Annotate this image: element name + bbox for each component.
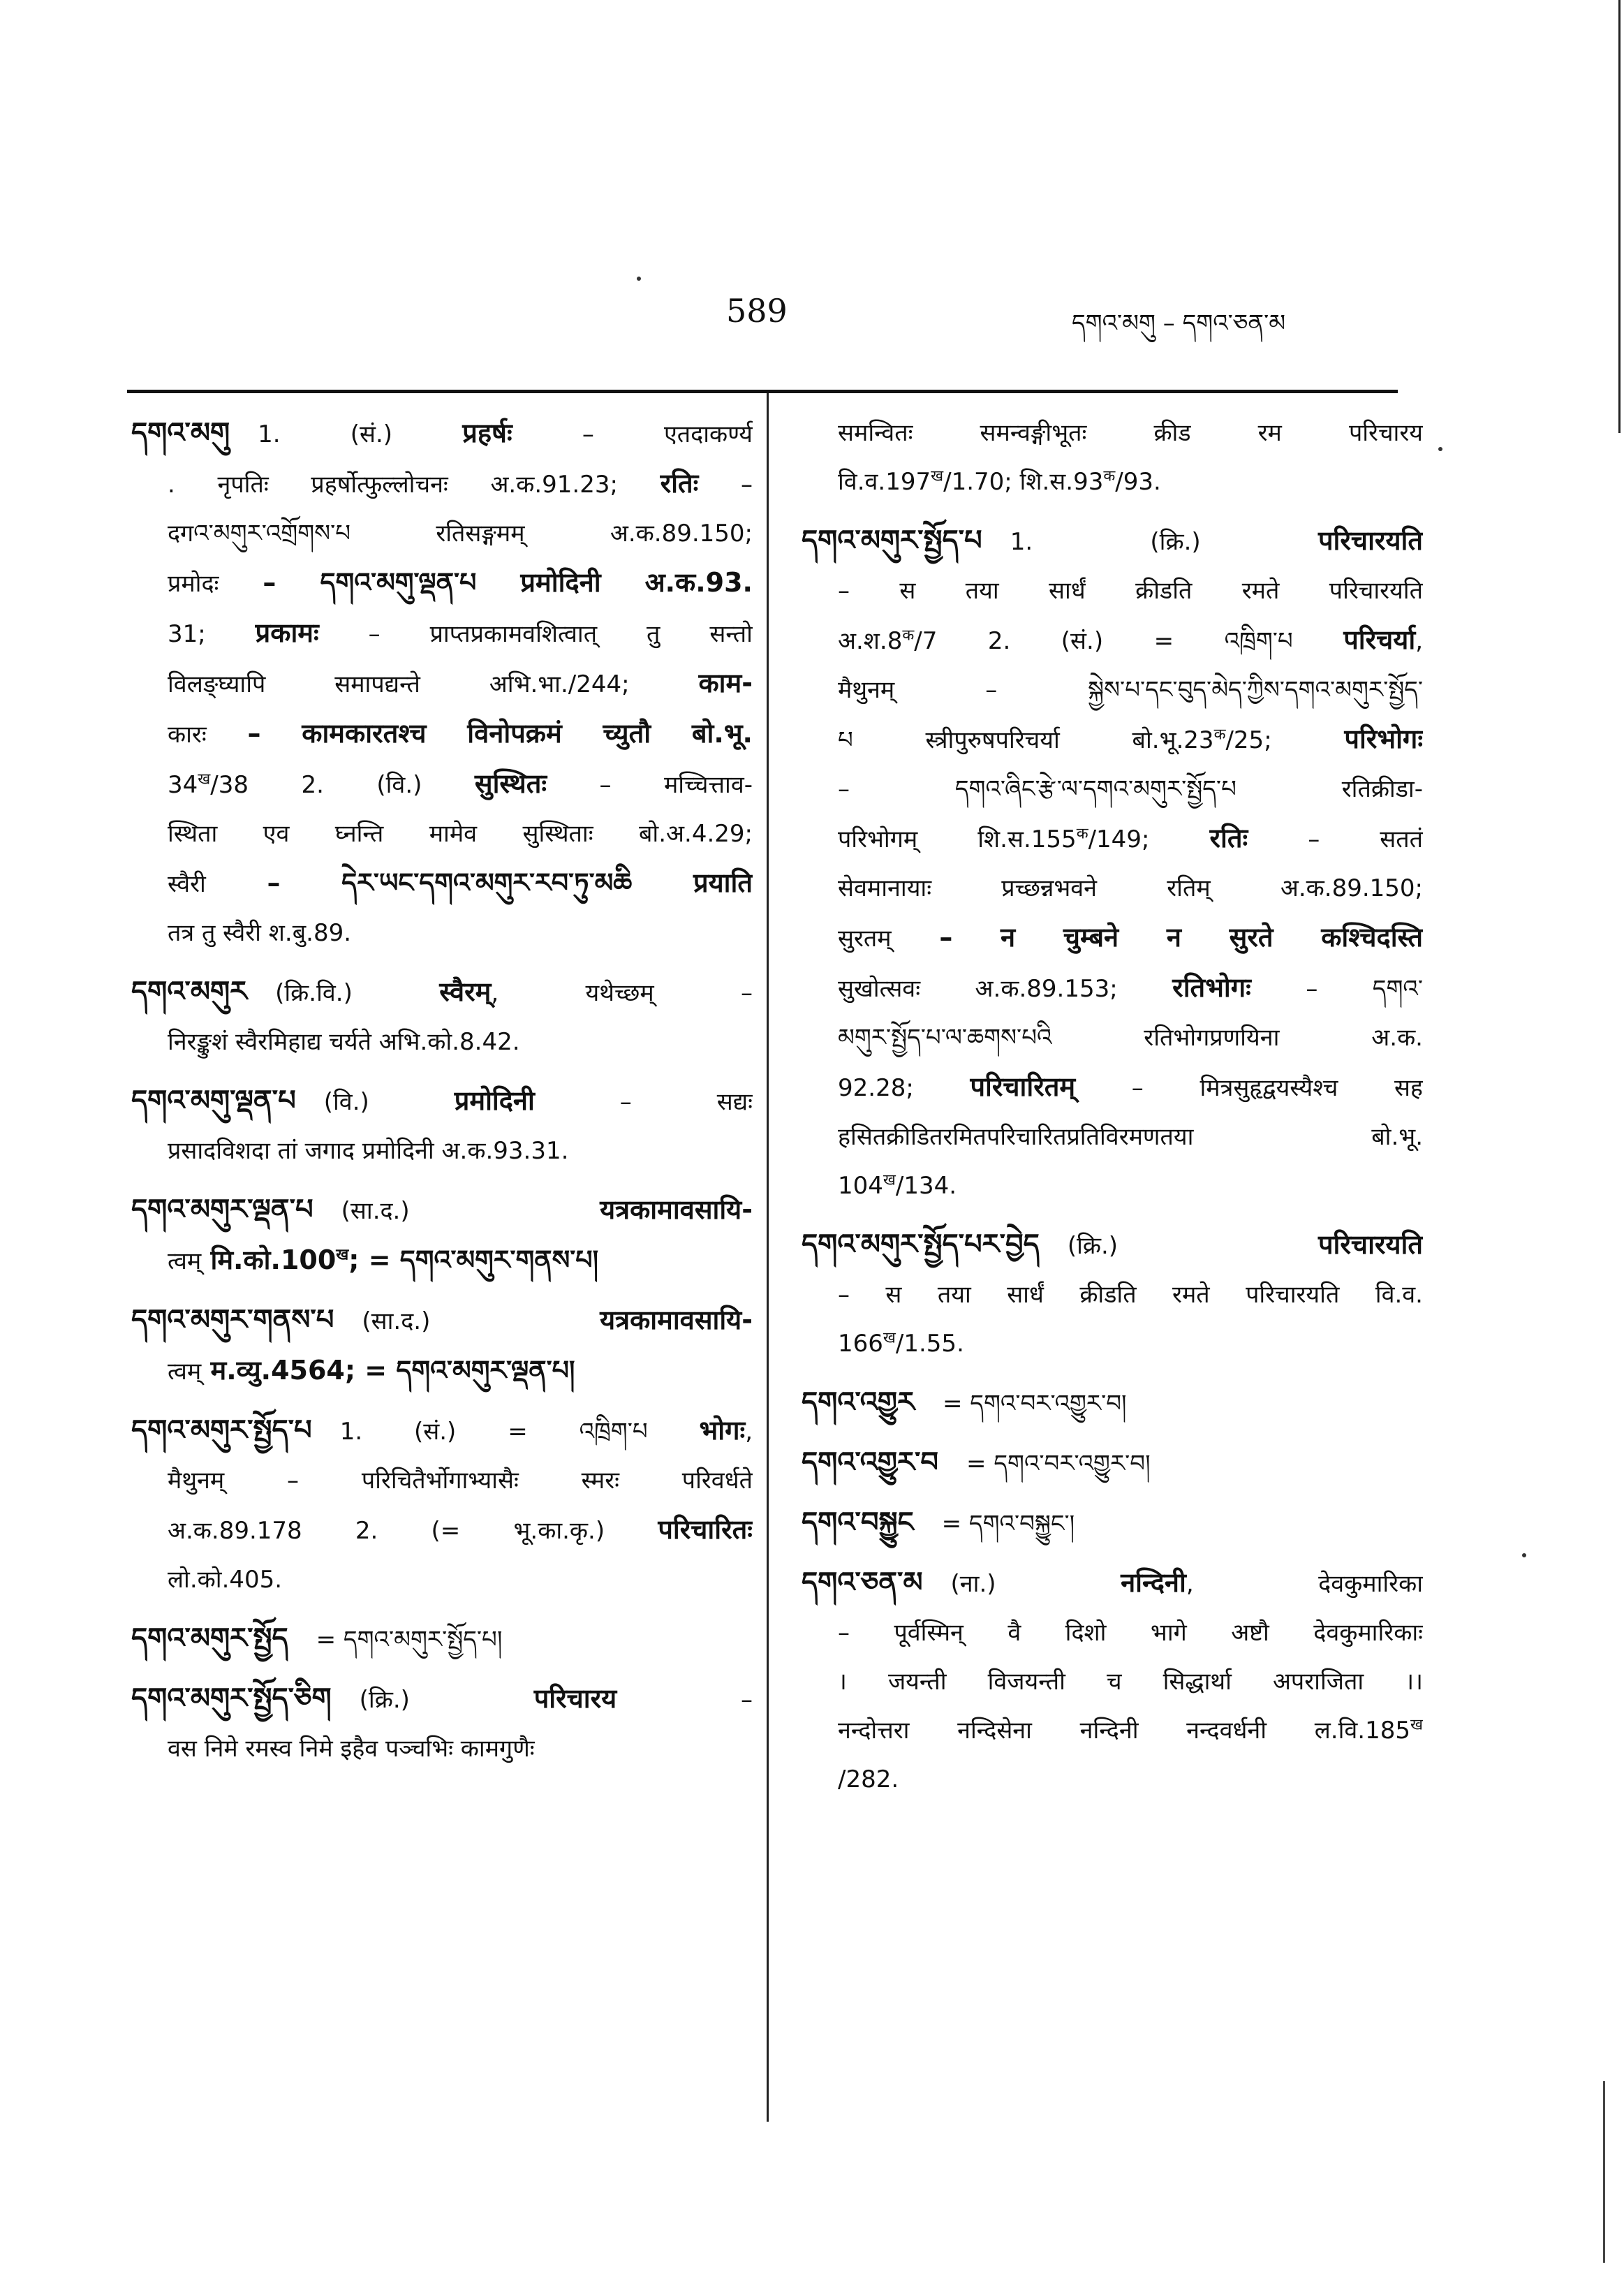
- entry-text: (वि.): [323, 1088, 455, 1116]
- entry-line: [802, 666, 1423, 714]
- headword: དགའ་མགུར: [131, 976, 248, 1008]
- page-edge-line-lower: [1603, 2081, 1605, 2263]
- entry-text: 1. (सं.): [258, 420, 463, 448]
- dictionary-entry: [802, 1378, 1423, 1428]
- entry-text: – དགའ་ཞིང་རྩེ་ལ་དགའ་མགུར་སྤྱོད་པ रतिक्रीडा-: [838, 775, 1423, 803]
- headword: དགའ་འགྱུར་བ: [802, 1446, 939, 1478]
- entry-text: $अ.श.8^क/7$ 2. (सं.) = འཁྲིག་པ: [838, 626, 1344, 655]
- entry-line: [802, 1608, 1423, 1657]
- dictionary-entry: [131, 1295, 753, 1396]
- entry-line: [131, 1555, 753, 1604]
- entry-text: – स तया सार्धं क्रीडति रमते परिचारयति: [838, 577, 1423, 605]
- sanskrit-gloss: स्वैरम्: [439, 976, 492, 1007]
- entry-line: [802, 1378, 1423, 1428]
- sanskrit-gloss: प्रहर्षः: [462, 418, 512, 448]
- headword: དགའ་མགུ: [131, 417, 230, 449]
- entry-line: [131, 509, 753, 558]
- entry-text: विलङ्घ्यापि समापद्यन्ते अभि.भा./244;: [168, 670, 699, 698]
- entry-text: , देवकुमारिका: [1186, 1570, 1423, 1598]
- entry-text: । जयन्ती विजयन्ती च सिद्धार्था अपराजिता ।।: [838, 1668, 1423, 1696]
- entry-text: लो.को.405.: [168, 1566, 283, 1594]
- sanskrit-gloss: यत्रकामावसायि-: [600, 1305, 753, 1335]
- dictionary-entry: [802, 516, 1423, 1210]
- entry-text: = དགའ་མགུར་སྤྱོད་པ།: [316, 1626, 503, 1654]
- sanskrit-gloss: – དེར་ཡང་དགའ་མགུར་རབ་ཏུ་མཆི प्रयाति: [205, 867, 753, 898]
- page-number: 589: [726, 292, 788, 330]
- entry-line: [131, 1126, 753, 1175]
- entry-line: [802, 1062, 1423, 1113]
- entry-text: (क्रि.): [359, 1686, 534, 1714]
- entry-line: [131, 558, 753, 608]
- sanskrit-gloss: सुस्थितः: [474, 768, 547, 799]
- dictionary-entry: [802, 1220, 1423, 1368]
- entry-text: (क्रि.): [1067, 1232, 1318, 1260]
- headword: དགའ་མགུར་གནས་པ: [131, 1304, 334, 1336]
- entry-line: [131, 608, 753, 659]
- entry-line: [802, 765, 1423, 814]
- entry-text: $104^ख/134$.: [838, 1171, 957, 1200]
- entry-text: परिभोगम् $शि.स.155^क/149$;: [838, 825, 1210, 853]
- dictionary-entry: [131, 967, 753, 1066]
- entry-text: (क्रि.वि.): [275, 979, 440, 1007]
- entry-text: – पूर्वस्मिन् वै दिशो भागे अष्टौ देवकुमारिकाः: [838, 1619, 1423, 1647]
- entry-text: – मच्चित्ताव-: [547, 771, 753, 799]
- entry-text: मैथुनम् – སྐྱེས་པ་དང་བུད་མེད་ཀྱིས་དགའ་མགུར་སྤྱོད་: [838, 676, 1423, 704]
- entry-text: . नृपतिः प्रहर्षोत्फुल्लोचनः अ.क.91.23;: [168, 471, 660, 499]
- entry-text: समन्वितः समन्वङ्गीभूतः क्रीड रम परिचारय: [838, 419, 1423, 447]
- entry-text: $34^ख/38$ 2. (वि.): [168, 770, 475, 799]
- headword: དགའ་མགུ་ལྡན་པ: [131, 1085, 296, 1117]
- entry-line: [802, 864, 1423, 913]
- headword: དགའ་མགུར་སྤྱོད་པར་བྱེད: [802, 1228, 1040, 1261]
- sanskrit-gloss: काम-: [698, 668, 753, 698]
- entry-line: [131, 1505, 753, 1555]
- sanskrit-gloss: रतिः: [660, 468, 699, 499]
- entry-text: सुखोत्सवः अ.क.89.153;: [838, 975, 1173, 1003]
- entry-text: – स तया सार्धं क्रीडति रमते परिचारयति वि.व.: [838, 1281, 1423, 1309]
- entry-line: [131, 1346, 753, 1396]
- entry-text: प्रसादविशदा तां जगाद प्रमोदिनी अ.क.93.31.: [168, 1137, 569, 1165]
- entry-line: [131, 1724, 753, 1773]
- entry-line: [802, 814, 1423, 864]
- entry-text: = དགའ་བར་འགྱུར་བ།: [966, 1450, 1151, 1478]
- dictionary-entry: [131, 409, 753, 957]
- entry-line: [131, 409, 753, 459]
- entry-line: [802, 1319, 1423, 1368]
- sanskrit-gloss: $मि.को.100^ख$; = དགའ་མགུར་གནས་པ།: [201, 1245, 599, 1275]
- entry-text: – सद्यः: [534, 1088, 753, 1116]
- headword: དགའ་མགུར་སྤྱོད་པ: [802, 524, 982, 557]
- sanskrit-gloss: परिचारितः: [658, 1514, 753, 1545]
- sanskrit-gloss: परिभोगः: [1344, 724, 1423, 754]
- sanskrit-gloss: – དགའ་མགུ་ལྡན་པ प्रमोदिनी अ.क.93.: [219, 567, 753, 598]
- speck-mark: [1438, 447, 1442, 451]
- entry-text: तत्र तु स्वैरी श.बु.89.: [168, 919, 352, 947]
- entry-line: [802, 409, 1423, 457]
- sanskrit-gloss: परिचारय: [533, 1683, 617, 1714]
- entry-text: –: [698, 471, 753, 499]
- entry-line: [802, 1755, 1423, 1804]
- headword: དགའ་འགྱུར: [802, 1386, 915, 1418]
- entry-text: པ स्त्रीपुरुषपरिचर्या $बो.भू.23^क/25$;: [838, 726, 1345, 754]
- sanskrit-gloss: यत्रकामावसायि-: [600, 1194, 753, 1225]
- entry-text: , यथेच्छम् –: [491, 979, 753, 1007]
- entry-line: [131, 1614, 753, 1664]
- dictionary-entry: [802, 409, 1423, 506]
- entry-line: [802, 566, 1423, 615]
- entry-line: [802, 1706, 1423, 1755]
- entry-line: [131, 809, 753, 858]
- column-divider: [767, 393, 769, 2122]
- sanskrit-gloss: – कामकारतश्च विनोपक्रमं च्युतौ बो.भू.: [206, 718, 753, 749]
- entry-text: सेवमानायाः प्रच्छन्नभवने रतिम् अ.क.89.150;: [838, 874, 1423, 902]
- dictionary-entry: [131, 1076, 753, 1175]
- dictionary-entry: [802, 1438, 1423, 1488]
- running-head: དགའ་མགུ – དགའ་ཅན་མ: [1072, 309, 1286, 337]
- dictionary-entry: [131, 1614, 753, 1664]
- entry-text: निरङ्कुशं स्वैरमिहाद्य चर्यते अभि.को.8.42.: [168, 1028, 520, 1056]
- entry-line: [131, 1185, 753, 1235]
- entry-line: [802, 1558, 1423, 1608]
- entry-line: [802, 913, 1423, 963]
- entry-text: दगའ་མགུར་འགྲོགས་པ रतिसङ्गमम् अ.क.89.150;: [168, 520, 753, 548]
- right-column: [802, 409, 1423, 1814]
- header-rule: [127, 390, 1398, 393]
- entry-text: प्रमोदः: [168, 570, 219, 598]
- sanskrit-gloss: भोगः: [699, 1415, 746, 1446]
- sanskrit-gloss: नन्दिनी: [1121, 1567, 1186, 1598]
- entry-line: [802, 1438, 1423, 1488]
- entry-text: हसितक्रीडितरमितपरिचारितप्रतिविरमणतया बो.भू.: [838, 1123, 1423, 1151]
- sanskrit-gloss: परिचारयति: [1317, 525, 1423, 556]
- entry-text: = དགའ་བར་འགྱུར་བ།: [943, 1390, 1127, 1418]
- entry-text: མགུར་སྤྱོད་པ་ལ་ཆགས་པའི रतिभोगप्रणयिना अ.क.: [838, 1024, 1423, 1052]
- sanskrit-gloss: परिचारितम्: [970, 1071, 1076, 1102]
- entry-line: [131, 759, 753, 809]
- entry-text: – एतदाकर्ण्य: [512, 420, 753, 448]
- entry-text: (ना.): [950, 1570, 1121, 1598]
- dictionary-entry: [802, 1558, 1423, 1804]
- entry-line: [131, 909, 753, 957]
- entry-text: $166^ख/1.55$.: [838, 1329, 964, 1358]
- entry-text: 1. (सं.) = འཁྲིག་པ: [339, 1418, 700, 1446]
- entry-line: [131, 659, 753, 709]
- entry-text: – सततं: [1248, 825, 1423, 853]
- entry-text: – मित्रसुहृद्वयस्यैश्च सह: [1075, 1074, 1423, 1102]
- entry-line: [802, 1161, 1423, 1210]
- entry-line: [131, 1076, 753, 1126]
- entry-line: [131, 1295, 753, 1346]
- entry-text: 92.28;: [838, 1074, 970, 1102]
- entry-text: वस निमे रमस्व निमे इहैव पञ्चभिः कामगुणैः: [168, 1735, 535, 1763]
- entry-line: [802, 615, 1423, 666]
- entry-line: [802, 1220, 1423, 1270]
- headword: དགའ་ཅན་མ: [802, 1566, 923, 1599]
- entry-line: [131, 459, 753, 509]
- sanskrit-gloss: प्रमोदिनी: [454, 1085, 535, 1116]
- headword: དགའ་བསྐྱུང: [802, 1506, 914, 1539]
- entry-line: [131, 1235, 753, 1286]
- entry-line: [802, 1657, 1423, 1706]
- entry-line: [131, 858, 753, 909]
- entry-text: – དགའ་: [1250, 975, 1423, 1003]
- headword: དགའ་མགུར་སྤྱོད་ཅིག: [131, 1682, 332, 1715]
- entry-line: [131, 1406, 753, 1456]
- headword: དགའ་མགུར་སྤྱོད་པ: [131, 1414, 312, 1446]
- dictionary-entry: [131, 1185, 753, 1286]
- entry-line: [802, 516, 1423, 566]
- entry-line: [131, 1456, 753, 1505]
- entry-text: ,: [745, 1418, 753, 1446]
- entry-text: = དགའ་བསྐྱུང་།: [941, 1510, 1075, 1538]
- entry-line: [802, 1270, 1423, 1319]
- entry-line: [131, 1018, 753, 1066]
- sanskrit-gloss: रतिभोगः: [1172, 972, 1251, 1003]
- dictionary-entry: [802, 1498, 1423, 1548]
- entry-text: $वि.व.197^ख/1.70$; $शि.स.93^क/93$.: [838, 467, 1161, 496]
- entry-line: [802, 963, 1423, 1013]
- sanskrit-gloss: – न चुम्बने न सुरते कश्चिदस्ति: [891, 922, 1423, 953]
- page-edge-line: [1618, 0, 1621, 433]
- sanskrit-gloss: म.व्यु.4564; = དགའ་མགུར་ལྡན་པ།: [201, 1355, 575, 1386]
- entry-text: 1. (क्रि.): [1010, 528, 1318, 556]
- headword: དགའ་མགུར་སྤྱོད: [131, 1622, 288, 1654]
- entry-text: अ.क.89.178 2. (= भू.का.कृ.): [168, 1517, 658, 1545]
- entry-text: /282.: [838, 1766, 899, 1793]
- entry-text: 31;: [168, 620, 256, 648]
- entry-text: –: [617, 1686, 753, 1714]
- entry-line: [131, 967, 753, 1018]
- entry-text: ,: [1415, 627, 1423, 655]
- left-column: [131, 409, 753, 1783]
- entry-text: कारः: [168, 721, 207, 749]
- speck-mark: [1522, 1553, 1526, 1557]
- headword: དགའ་མགུར་ལྡན་པ: [131, 1194, 313, 1226]
- entry-text: स्वैरी: [168, 870, 206, 898]
- entry-text: (सा.द.): [341, 1197, 600, 1225]
- entry-line: [802, 714, 1423, 765]
- entry-text: स्थिता एव घ्नन्ति मामेव सुस्थिताः बो.अ.4.29;: [168, 820, 753, 848]
- entry-line: [802, 1013, 1423, 1062]
- entry-line: [131, 1674, 753, 1724]
- entry-line: [131, 709, 753, 759]
- entry-text: (सा.द.): [362, 1307, 600, 1335]
- sanskrit-gloss: रतिः: [1209, 823, 1248, 853]
- entry-text: त्वम्: [168, 1247, 202, 1275]
- sanskrit-gloss: परिचर्या: [1343, 624, 1416, 655]
- dictionary-entry: [131, 1674, 753, 1773]
- entry-text: नन्दोत्तरा नन्दिसेना नन्दिनी नन्दवर्धनी $ल.वि.185^ख$: [838, 1716, 1423, 1745]
- sanskrit-gloss: प्रकामः: [255, 617, 319, 648]
- entry-text: – प्राप्तप्रकामवशित्वात् तु सन्तो: [318, 620, 753, 648]
- dictionary-entry: [131, 1406, 753, 1604]
- entry-line: [802, 457, 1423, 506]
- entry-line: [802, 1498, 1423, 1548]
- sanskrit-gloss: परिचारयति: [1317, 1229, 1423, 1260]
- entry-text: मैथुनम् – परिचितैर्भोगाभ्यासैः स्मरः परिवर्धते: [168, 1467, 753, 1495]
- entry-line: [802, 1113, 1423, 1161]
- entry-text: सुरतम्: [838, 925, 892, 953]
- speck-mark: [637, 277, 641, 281]
- entry-text: त्वम्: [168, 1358, 202, 1386]
